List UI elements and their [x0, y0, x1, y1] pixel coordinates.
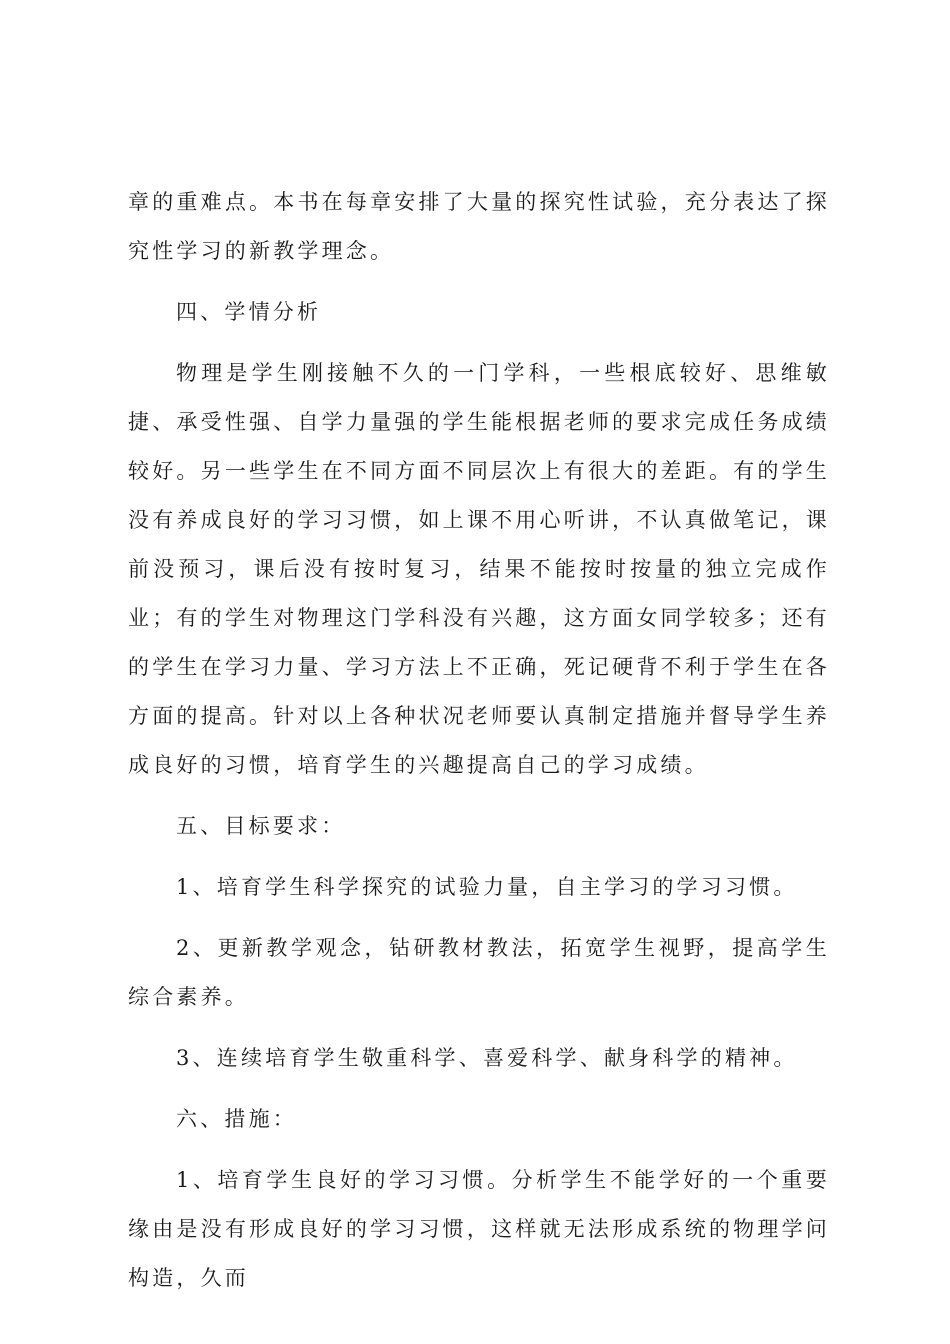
- paragraph-gap: [128, 851, 830, 863]
- paragraph-gap: [128, 790, 830, 802]
- paragraph-continuation: 章的重难点。本书在每章安排了大量的探究性试验，充分表达了探究性学习的新教学理念。: [128, 190, 830, 263]
- goal-item-3: 3、连续培育学生敬重科学、喜爱科学、献身科学的精神。: [176, 1046, 798, 1070]
- document-page: [128, 178, 830, 1303]
- paragraph-analysis: 物理是学生刚接触不久的一门学科，一些根底较好、思维敏捷、承受性强、自学力量强的学生能根据老师的要求完成任务成绩较好。另一些学生在不同方面不同层次上有很大的差距。有的学生没有养成良好的学习习惯，如上课不用心听讲，不认真做笔记，课前没预习，课后没有按时复习，结果不能按时按量的独立完成作业；有的学生对物理这门学科没有兴趣，这方面女同学较多；还有的学生在学习力量、学习方法上不正确，死记硬背不利于学生在各方面的提高。针对以上各种状况老师要认真制定措施并督导学生养成良好的习惯，培育学生的兴趣提高自己的学习成绩。: [128, 361, 830, 777]
- paragraph-gap: [128, 1144, 830, 1156]
- paragraph-gap: [128, 912, 830, 924]
- measure-item-1: 1、培育学生良好的学习习惯。分析学生不能学好的一个重要缘由是没有形成良好的学习习惯，这样就无法形成系统的物理学问构造，久而: [128, 1168, 830, 1290]
- paragraph-gap: [128, 1083, 830, 1095]
- section-heading-analysis: 四、学情分析: [176, 300, 322, 324]
- goal-item-1: 1、培育学生科学探究的试验力量，自主学习的学习习惯。: [176, 875, 798, 899]
- section-heading-measures: 六、措施：: [176, 1107, 297, 1131]
- paragraph-gap: [128, 276, 830, 288]
- section-heading-goals: 五、目标要求：: [176, 814, 346, 838]
- paragraph-gap: [128, 337, 830, 349]
- paragraph-gap: [128, 1022, 830, 1034]
- goal-item-2: 2、更新教学观念，钻研教材教法，拓宽学生视野，提高学生综合素养。: [128, 936, 830, 1009]
